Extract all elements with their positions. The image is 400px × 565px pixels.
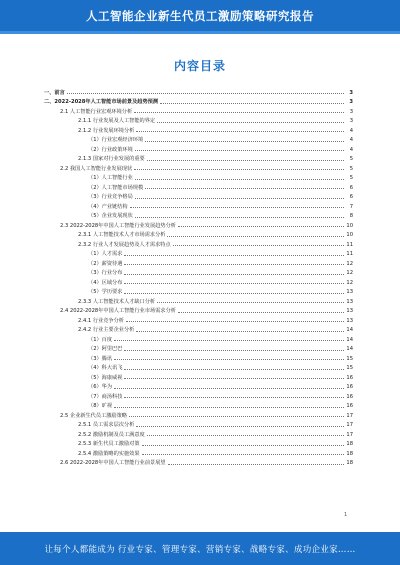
toc-leader-dots [135, 178, 344, 180]
toc-entry-page: 3 [349, 89, 353, 96]
toc-entry-label: 2.4 2022-2028年中国人工智能行业市场需求分析 [60, 308, 176, 314]
toc-leader-dots [135, 149, 344, 151]
toc-leader-dots [124, 349, 344, 351]
toc-entry-label: 2.2 我国人工智能行业发展现状 [60, 165, 133, 172]
toc-entry[interactable] [38, 457, 353, 467]
toc-entry-page: 17 [346, 412, 353, 419]
toc-entry-page: 4 [349, 146, 353, 153]
toc-entry-page: 3 [349, 99, 353, 105]
toc-heading: 内容目录 [173, 59, 226, 73]
toc-entry-label: 2.1.2 行业发展环境分析 [78, 127, 135, 134]
toc-entry-page: 16 [346, 403, 353, 409]
toc-entry-page: 18 [346, 441, 353, 447]
toc-entry-page: 5 [349, 165, 353, 172]
toc-entry[interactable] [38, 305, 353, 315]
toc-leader-dots [135, 216, 344, 218]
toc-entry[interactable] [38, 172, 353, 182]
toc-entry[interactable] [38, 333, 353, 343]
toc-entry-label: （5）海康威视 [88, 374, 123, 381]
toc-entry-page: 11 [346, 251, 353, 257]
toc-entry-page: 12 [346, 260, 353, 267]
toc-entry[interactable] [38, 447, 353, 457]
toc-entry[interactable] [38, 428, 353, 438]
toc-entry-label: （1）行业宏观经济环境 [88, 137, 144, 143]
header-stripe [0, 31, 400, 34]
toc-entry-label: 2.5 企业新生代员工激励策略 [60, 412, 127, 419]
toc-leader-dots [126, 320, 344, 322]
toc-entry[interactable] [38, 324, 353, 334]
toc-leader-dots [124, 396, 344, 398]
toc-leader-dots [147, 159, 344, 161]
toc-entry-label: 2.1.1 行业发展及人工智能的界定 [78, 118, 156, 124]
toc-leader-dots [145, 187, 344, 189]
toc-entry[interactable] [38, 200, 353, 210]
toc-entry[interactable] [38, 134, 353, 144]
toc-entry[interactable] [38, 162, 353, 172]
toc-leader-dots [124, 263, 344, 265]
toc-entry[interactable] [38, 124, 353, 134]
toc-entry[interactable] [38, 96, 353, 106]
toc-entry-page: 18 [346, 450, 353, 457]
toc-entry[interactable] [38, 219, 353, 229]
toc-leader-dots [157, 301, 344, 303]
toc-leader-dots [114, 358, 344, 360]
toc-entry-label: 2.3 2022-2028年中国人工智能行业发展趋势分析 [60, 222, 176, 229]
toc-entry-label: （2）人工智能市场规模 [88, 184, 144, 191]
toc-entry-page: 14 [346, 346, 353, 352]
toc-entry-page: 14 [346, 336, 353, 343]
toc-entry-page: 15 [346, 355, 353, 362]
toc-leader-dots [124, 282, 344, 284]
toc-entry-label: （2）薪资待遇 [88, 260, 123, 267]
toc-entry-page: 16 [346, 393, 353, 400]
toc-entry-label: 2.3.3 人工智能技术人才缺口分析 [78, 298, 156, 305]
toc-entry-page: 17 [346, 431, 353, 438]
toc-entry-label: （4）科大讯飞 [88, 365, 123, 371]
toc-entry-label: （3）行业竞争格局 [88, 194, 133, 200]
toc-entry-page: 16 [346, 374, 353, 381]
toc-entry[interactable] [38, 390, 353, 400]
toc-entry-label: 2.5.4 激励策略的实施效果 [78, 450, 140, 457]
toc-leader-dots [136, 330, 344, 332]
toc-entry-label: 2.5.1 员工需求层次分析 [78, 422, 135, 428]
toc-entry-label: 2.4.2 行业主要企业分析 [78, 327, 135, 333]
toc-entry-label: （4）产业链结构 [88, 203, 128, 210]
toc-entry-page: 12 [346, 270, 353, 276]
table-of-contents [38, 86, 353, 466]
toc-entry[interactable] [38, 248, 353, 258]
toc-leader-dots [114, 387, 344, 389]
toc-entry[interactable] [38, 143, 353, 153]
footer-slogan: 让每个人都能成为 行业专家、管理专家、营销专家、战略专家、成功企业家…… [44, 544, 356, 555]
toc-entry[interactable] [38, 105, 353, 115]
toc-entry-label: （2）阿里巴巴 [88, 346, 123, 352]
toc-leader-dots [136, 425, 344, 427]
toc-leader-dots [134, 111, 344, 113]
toc-entry[interactable] [38, 381, 353, 391]
toc-entry-page: 3 [349, 118, 353, 124]
toc-entry-page: 11 [346, 241, 353, 248]
toc-entry-label: （2）行业政策环境 [88, 146, 133, 153]
toc-leader-dots [67, 92, 344, 94]
toc-entry[interactable] [38, 371, 353, 381]
toc-entry-page: 8 [349, 213, 353, 219]
toc-leader-dots [178, 311, 344, 313]
toc-entry-label: 2.3.2 行业人才发展趋势及人才需求特点 [78, 241, 171, 248]
toc-entry[interactable] [38, 191, 353, 201]
toc-entry-page: 18 [346, 460, 353, 466]
toc-leader-dots [124, 377, 344, 379]
toc-entry[interactable] [38, 115, 353, 125]
toc-entry-label: （5）学历要求 [88, 289, 123, 295]
toc-entry-page: 14 [346, 327, 353, 333]
toc-entry[interactable] [38, 238, 353, 248]
toc-entry-page: 6 [349, 194, 353, 200]
toc-entry-label: （3）腾讯 [88, 355, 113, 362]
toc-entry-label: （1）百度 [88, 336, 113, 343]
toc-entry-label: 2.1 人工智能行业宏观环境分析 [60, 108, 133, 115]
toc-entry[interactable] [38, 153, 353, 163]
toc-entry-label: 2.5.3 新生代员工激励对策 [78, 441, 140, 447]
toc-leader-dots [134, 168, 344, 170]
toc-entry[interactable] [38, 438, 353, 448]
toc-leader-dots [130, 206, 344, 208]
toc-leader-dots [145, 140, 344, 142]
toc-leader-dots [168, 463, 344, 465]
toc-entry-label: （4）区域分布 [88, 279, 123, 286]
toc-leader-dots [136, 130, 344, 132]
toc-entry[interactable] [38, 400, 353, 410]
toc-leader-dots [173, 244, 344, 246]
toc-entry-label: （5）企业发展现状 [88, 213, 133, 219]
toc-entry-label: （6）华为 [88, 384, 113, 390]
header-bar [0, 0, 400, 34]
toc-leader-dots [167, 235, 344, 237]
toc-entry[interactable] [38, 419, 353, 429]
toc-entry[interactable] [38, 181, 353, 191]
toc-entry-page: 16 [346, 384, 353, 390]
toc-entry-page: 6 [349, 184, 353, 191]
toc-entry-page: 13 [346, 308, 353, 314]
toc-entry[interactable] [38, 286, 353, 296]
toc-entry-page: 5 [349, 175, 353, 181]
toc-entry-label: 2.5.2 激励机制及员工满意度 [78, 431, 145, 438]
toc-entry-page: 10 [346, 232, 353, 238]
toc-entry[interactable] [38, 343, 353, 353]
toc-entry-page: 4 [349, 127, 353, 134]
toc-entry[interactable] [38, 267, 353, 277]
toc-entry[interactable] [38, 257, 353, 267]
toc-leader-dots [129, 415, 344, 417]
toc-entry-label: （8）旷视 [88, 403, 113, 409]
toc-entry[interactable] [38, 295, 353, 305]
toc-entry-page: 13 [346, 289, 353, 295]
toc-entry[interactable] [38, 86, 353, 96]
toc-entry-label: （1）人工智能行业 [88, 175, 133, 181]
toc-leader-dots [178, 225, 344, 227]
toc-leader-dots [124, 368, 344, 370]
toc-leader-dots [114, 339, 344, 341]
toc-entry-label: 2.1.3 国家对行业发展的重要 [78, 156, 145, 162]
toc-entry[interactable] [38, 210, 353, 220]
toc-entry-label: 2.3.1 人工智能技术人才市场需求分析 [78, 232, 166, 238]
toc-entry[interactable] [38, 229, 353, 239]
toc-leader-dots [114, 406, 344, 408]
toc-entry[interactable] [38, 314, 353, 324]
toc-entry-label: 一、前言 [44, 89, 65, 96]
toc-entry-label: 二、2022-2028年人工智能市场前景及趋势预测 [44, 99, 159, 105]
toc-entry-page: 5 [349, 156, 353, 162]
toc-leader-dots [124, 292, 344, 294]
toc-leader-dots [147, 434, 344, 436]
toc-entry-label: （3）行业分布 [88, 270, 123, 276]
page-number: 1 [344, 512, 348, 518]
report-title: 人工智能企业新生代员工激励策略研究报告 [86, 9, 314, 23]
toc-entry-page: 7 [349, 203, 353, 210]
toc-entry-label: （1）人才需求 [88, 251, 123, 257]
toc-leader-dots [142, 453, 344, 455]
toc-entry[interactable] [38, 276, 353, 286]
toc-entry-page: 4 [349, 137, 353, 143]
toc-entry-page: 12 [346, 279, 353, 286]
footer-bar [0, 532, 400, 565]
toc-leader-dots [157, 121, 344, 123]
toc-leader-dots [135, 197, 344, 199]
toc-entry[interactable] [38, 362, 353, 372]
toc-entry[interactable] [38, 352, 353, 362]
toc-entry-page: 15 [346, 365, 353, 371]
toc-leader-dots [160, 102, 344, 104]
toc-entry-label: 2.6 2022-2028年中国人工智能行业前景展望 [60, 460, 166, 466]
toc-entry-page: 17 [346, 422, 353, 428]
toc-entry-page: 13 [346, 298, 353, 305]
toc-entry[interactable] [38, 409, 353, 419]
toc-entry-page: 13 [346, 317, 353, 324]
toc-entry-page: 3 [349, 108, 353, 115]
toc-entry-page: 10 [346, 222, 353, 229]
toc-leader-dots [124, 273, 344, 275]
toc-leader-dots [142, 444, 344, 446]
toc-entry-label: 2.4.1 行业竞争分析 [78, 317, 124, 324]
toc-entry-label: （7）商汤科技 [88, 393, 123, 400]
toc-leader-dots [124, 254, 344, 256]
